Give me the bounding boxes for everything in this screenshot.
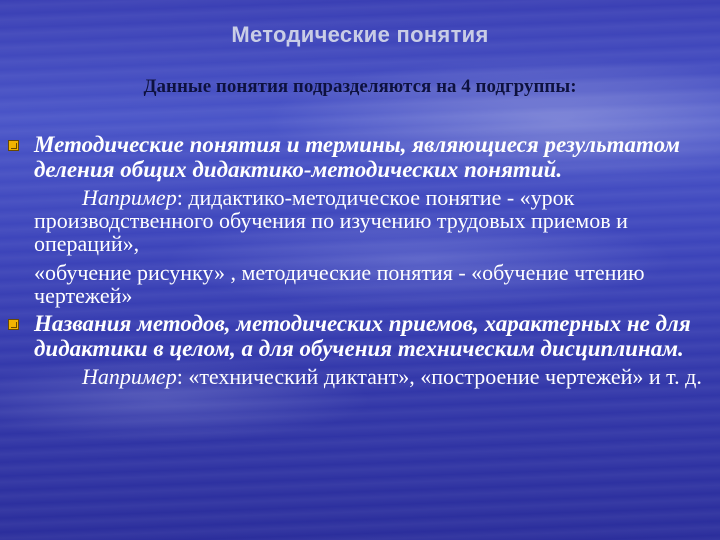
example-lead: Например — [82, 364, 177, 389]
example-text — [34, 365, 714, 388]
example-text — [34, 186, 714, 255]
square-bullet-icon — [8, 319, 19, 330]
example-continuation: «обучение рисунку» , методические понятия - «обучение чтению чертежей» — [34, 260, 645, 308]
bullet-text: Методические понятия и термины, являющиеся результатом деления общих дидактико-методических понятий. — [34, 132, 680, 182]
slide-subtitle: Данные понятия подразделяются на 4 подгруппы: — [143, 76, 577, 97]
slide-title: Методические понятия — [231, 22, 489, 47]
bullet-item-1 — [8, 132, 714, 307]
bullet-item-2 — [8, 311, 714, 388]
example-body: : «технический диктант», «построение чертежей» и т. д. — [176, 364, 702, 389]
square-bullet-icon — [8, 140, 19, 151]
bullet-text: Названия методов, методических приемов, характерных не для дидактики в целом, а для обучения техническим дисциплинам. — [34, 311, 691, 361]
example-body: : дидактико-методическое понятие - «урок производственного обучения по изучению трудовых приемов и операций», — [34, 185, 628, 256]
slide-content — [8, 132, 714, 388]
example-lead: Например — [82, 185, 177, 210]
